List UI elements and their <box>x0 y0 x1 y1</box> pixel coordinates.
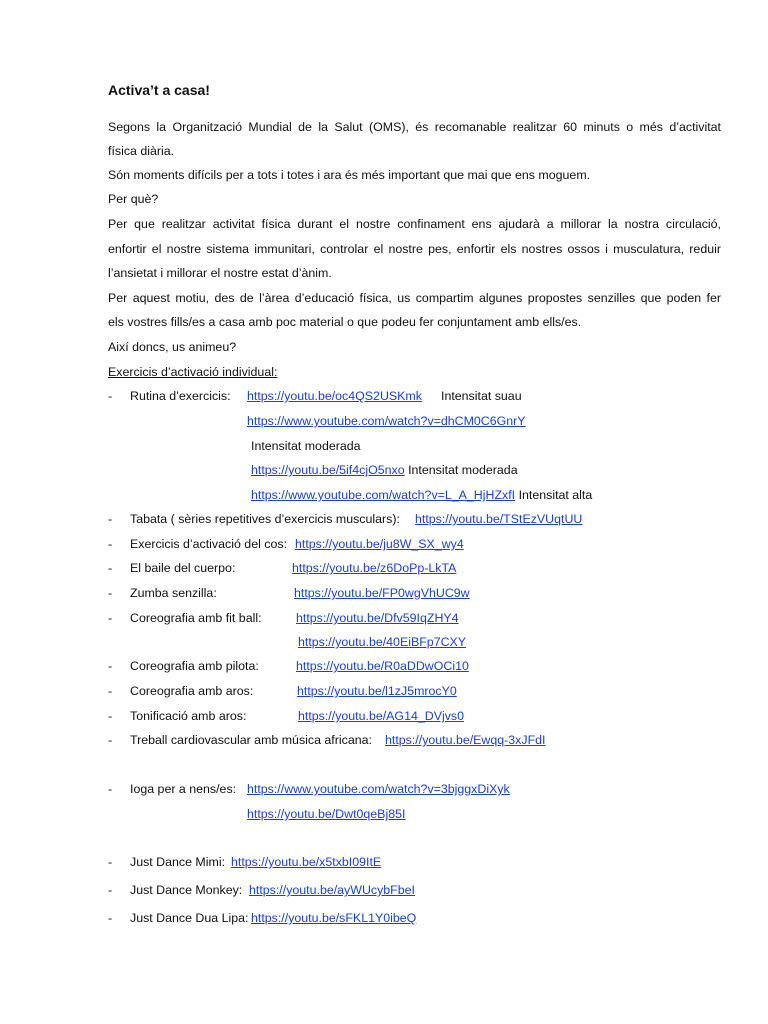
list-item-label: Just Dance Mimi: <box>130 855 226 869</box>
link-monkey[interactable]: https://youtu.be/ayWUcybFbeI <box>249 883 415 897</box>
list-bullet: - <box>108 684 113 698</box>
list-item-label: Coreografia amb pilota: <box>130 659 259 673</box>
list-bullet: - <box>108 586 113 600</box>
list-item-label: Rutina d’exercicis: <box>130 389 231 403</box>
intro-paragraph-4-line-1: Per que realitzar activitat física durant el nostre confinament ens ajudarà a millorar la nostra circulació, <box>108 217 721 231</box>
list-item-rutina-line-4 <box>251 462 518 478</box>
intensity-note: Intensitat moderada <box>251 439 361 453</box>
list-item-label: Treball cardiovascular amb música africana: <box>130 733 372 747</box>
intro-paragraph-1-line-1: Segons la Organització Mundial de la Salut (OMS), és recomanable realitzar 60 minuts o més d’activitat <box>108 120 721 134</box>
link-fitball-1[interactable]: https://youtu.be/Dfv59IqZHY4 <box>296 611 459 625</box>
list-item-pilota <box>108 658 721 674</box>
intro-paragraph-1-line-2: física diària. <box>108 144 175 158</box>
link-rutina-3[interactable]: https://youtu.be/5if4cjO5nxo <box>251 463 405 477</box>
link-activacio[interactable]: https://youtu.be/ju8W_SX_wy4 <box>295 537 464 551</box>
list-item-ioga-line-2 <box>247 806 405 822</box>
intro-paragraph-3: Per què? <box>108 192 159 206</box>
link-fitball-2[interactable]: https://youtu.be/40EiBFp7CXY <box>298 635 467 649</box>
link-ioga-2[interactable]: https://youtu.be/Dwt0qeBj85I <box>247 807 406 821</box>
list-bullet: - <box>108 512 113 526</box>
list-bullet: - <box>108 883 113 897</box>
intensity-note: Intensitat alta <box>518 488 593 502</box>
list-item-activacio <box>108 536 721 552</box>
intro-paragraph-5-line-2: els vostres fills/es a casa amb poc material o que podeu fer conjuntament amb ells/es. <box>108 315 582 329</box>
list-item-baile <box>108 560 721 576</box>
list-item-label: Tonificació amb aros: <box>130 709 247 723</box>
list-item-mimi <box>108 854 721 870</box>
list-bullet: - <box>108 561 113 575</box>
link-rutina-1[interactable]: https://youtu.be/oc4QS2USKmk <box>247 389 422 403</box>
intensity-note: Intensitat moderada <box>408 463 518 477</box>
link-pilota[interactable]: https://youtu.be/R0aDDwOCi10 <box>296 659 469 673</box>
list-item-dualipa <box>108 910 721 926</box>
list-bullet: - <box>108 911 113 925</box>
list-item-tonificacio <box>108 708 721 724</box>
list-item-rutina-line-2 <box>247 413 526 429</box>
section-heading: Exercicis d’activació individual: <box>108 365 278 379</box>
intro-paragraph-2: Són moments difícils per a tots i totes i ara és més important que mai que ens moguem. <box>108 168 591 182</box>
list-bullet: - <box>108 733 113 747</box>
list-bullet: - <box>108 389 113 403</box>
list-item-label: Just Dance Dua Lipa: <box>130 911 249 925</box>
list-bullet: - <box>108 709 113 723</box>
link-dualipa[interactable]: https://youtu.be/sFKL1Y0ibeQ <box>251 911 417 925</box>
list-item-fitball <box>108 610 721 626</box>
link-zumba[interactable]: https://youtu.be/FP0wgVhUC9w <box>294 586 470 600</box>
intro-paragraph-5-line-1: Per aquest motiu, des de l’àrea d’educació física, us compartim algunes propostes senzilles que poden fer <box>108 291 721 305</box>
list-item-rutina <box>108 388 721 404</box>
list-item-label: Tabata ( sèries repetitives d’exercicis musculars): <box>130 512 400 526</box>
list-item-label: Ioga per a nens/es: <box>130 782 237 796</box>
link-tonificacio[interactable]: https://youtu.be/AG14_DVjvs0 <box>298 709 464 723</box>
list-bullet: - <box>108 537 113 551</box>
intro-paragraph-4-line-3: l’ansietat i millorar el nostre estat d’ànim. <box>108 266 332 280</box>
link-rutina-4[interactable]: https://www.youtube.com/watch?v=L_A_HjHZxfI <box>251 488 516 502</box>
list-item-monkey <box>108 882 721 898</box>
intensity-note: Intensitat suau <box>441 389 522 403</box>
page-title: Activa’t a casa! <box>108 82 210 98</box>
intro-paragraph-6: Així doncs, us animeu? <box>108 340 237 354</box>
intro-paragraph-4-line-2: enfortir el nostre sistema immunitari, controlar el nostre pes, enfortir els nostres ossos i musculatura, reduir <box>108 242 721 256</box>
list-bullet: - <box>108 855 113 869</box>
list-item-aros <box>108 683 721 699</box>
list-item-zumba <box>108 585 721 601</box>
list-item-fitball-line-2 <box>298 634 466 650</box>
list-item-ioga <box>108 781 721 797</box>
list-bullet: - <box>108 782 113 796</box>
list-bullet: - <box>108 659 113 673</box>
link-ioga-1[interactable]: https://www.youtube.com/watch?v=3bjggxDiXyk <box>247 782 510 796</box>
list-item-label: Coreografia amb fit ball: <box>130 611 262 625</box>
list-item-rutina-line-5 <box>251 487 592 503</box>
list-bullet: - <box>108 611 113 625</box>
list-item-label: Coreografia amb aros: <box>130 684 254 698</box>
list-item-label: Zumba senzilla: <box>130 586 217 600</box>
list-item-cardio <box>108 732 721 748</box>
link-cardio[interactable]: https://youtu.be/Ewqq-3xJFdI <box>385 733 546 747</box>
link-baile[interactable]: https://youtu.be/z6DoPp-LkTA <box>292 561 457 575</box>
link-mimi[interactable]: https://youtu.be/x5txbI09ItE <box>231 855 382 869</box>
list-item-label: Exercicis d’activació del cos: <box>130 537 288 551</box>
list-item-label: El baile del cuerpo: <box>130 561 236 575</box>
link-aros[interactable]: https://youtu.be/l1zJ5mrocY0 <box>297 684 457 698</box>
link-rutina-2[interactable]: https://www.youtube.com/watch?v=dhCM0C6GnrY <box>247 414 526 428</box>
list-item-label: Just Dance Monkey: <box>130 883 243 897</box>
list-item-tabata <box>108 511 721 527</box>
link-tabata[interactable]: https://youtu.be/TStEzVUqtUU <box>415 512 583 526</box>
